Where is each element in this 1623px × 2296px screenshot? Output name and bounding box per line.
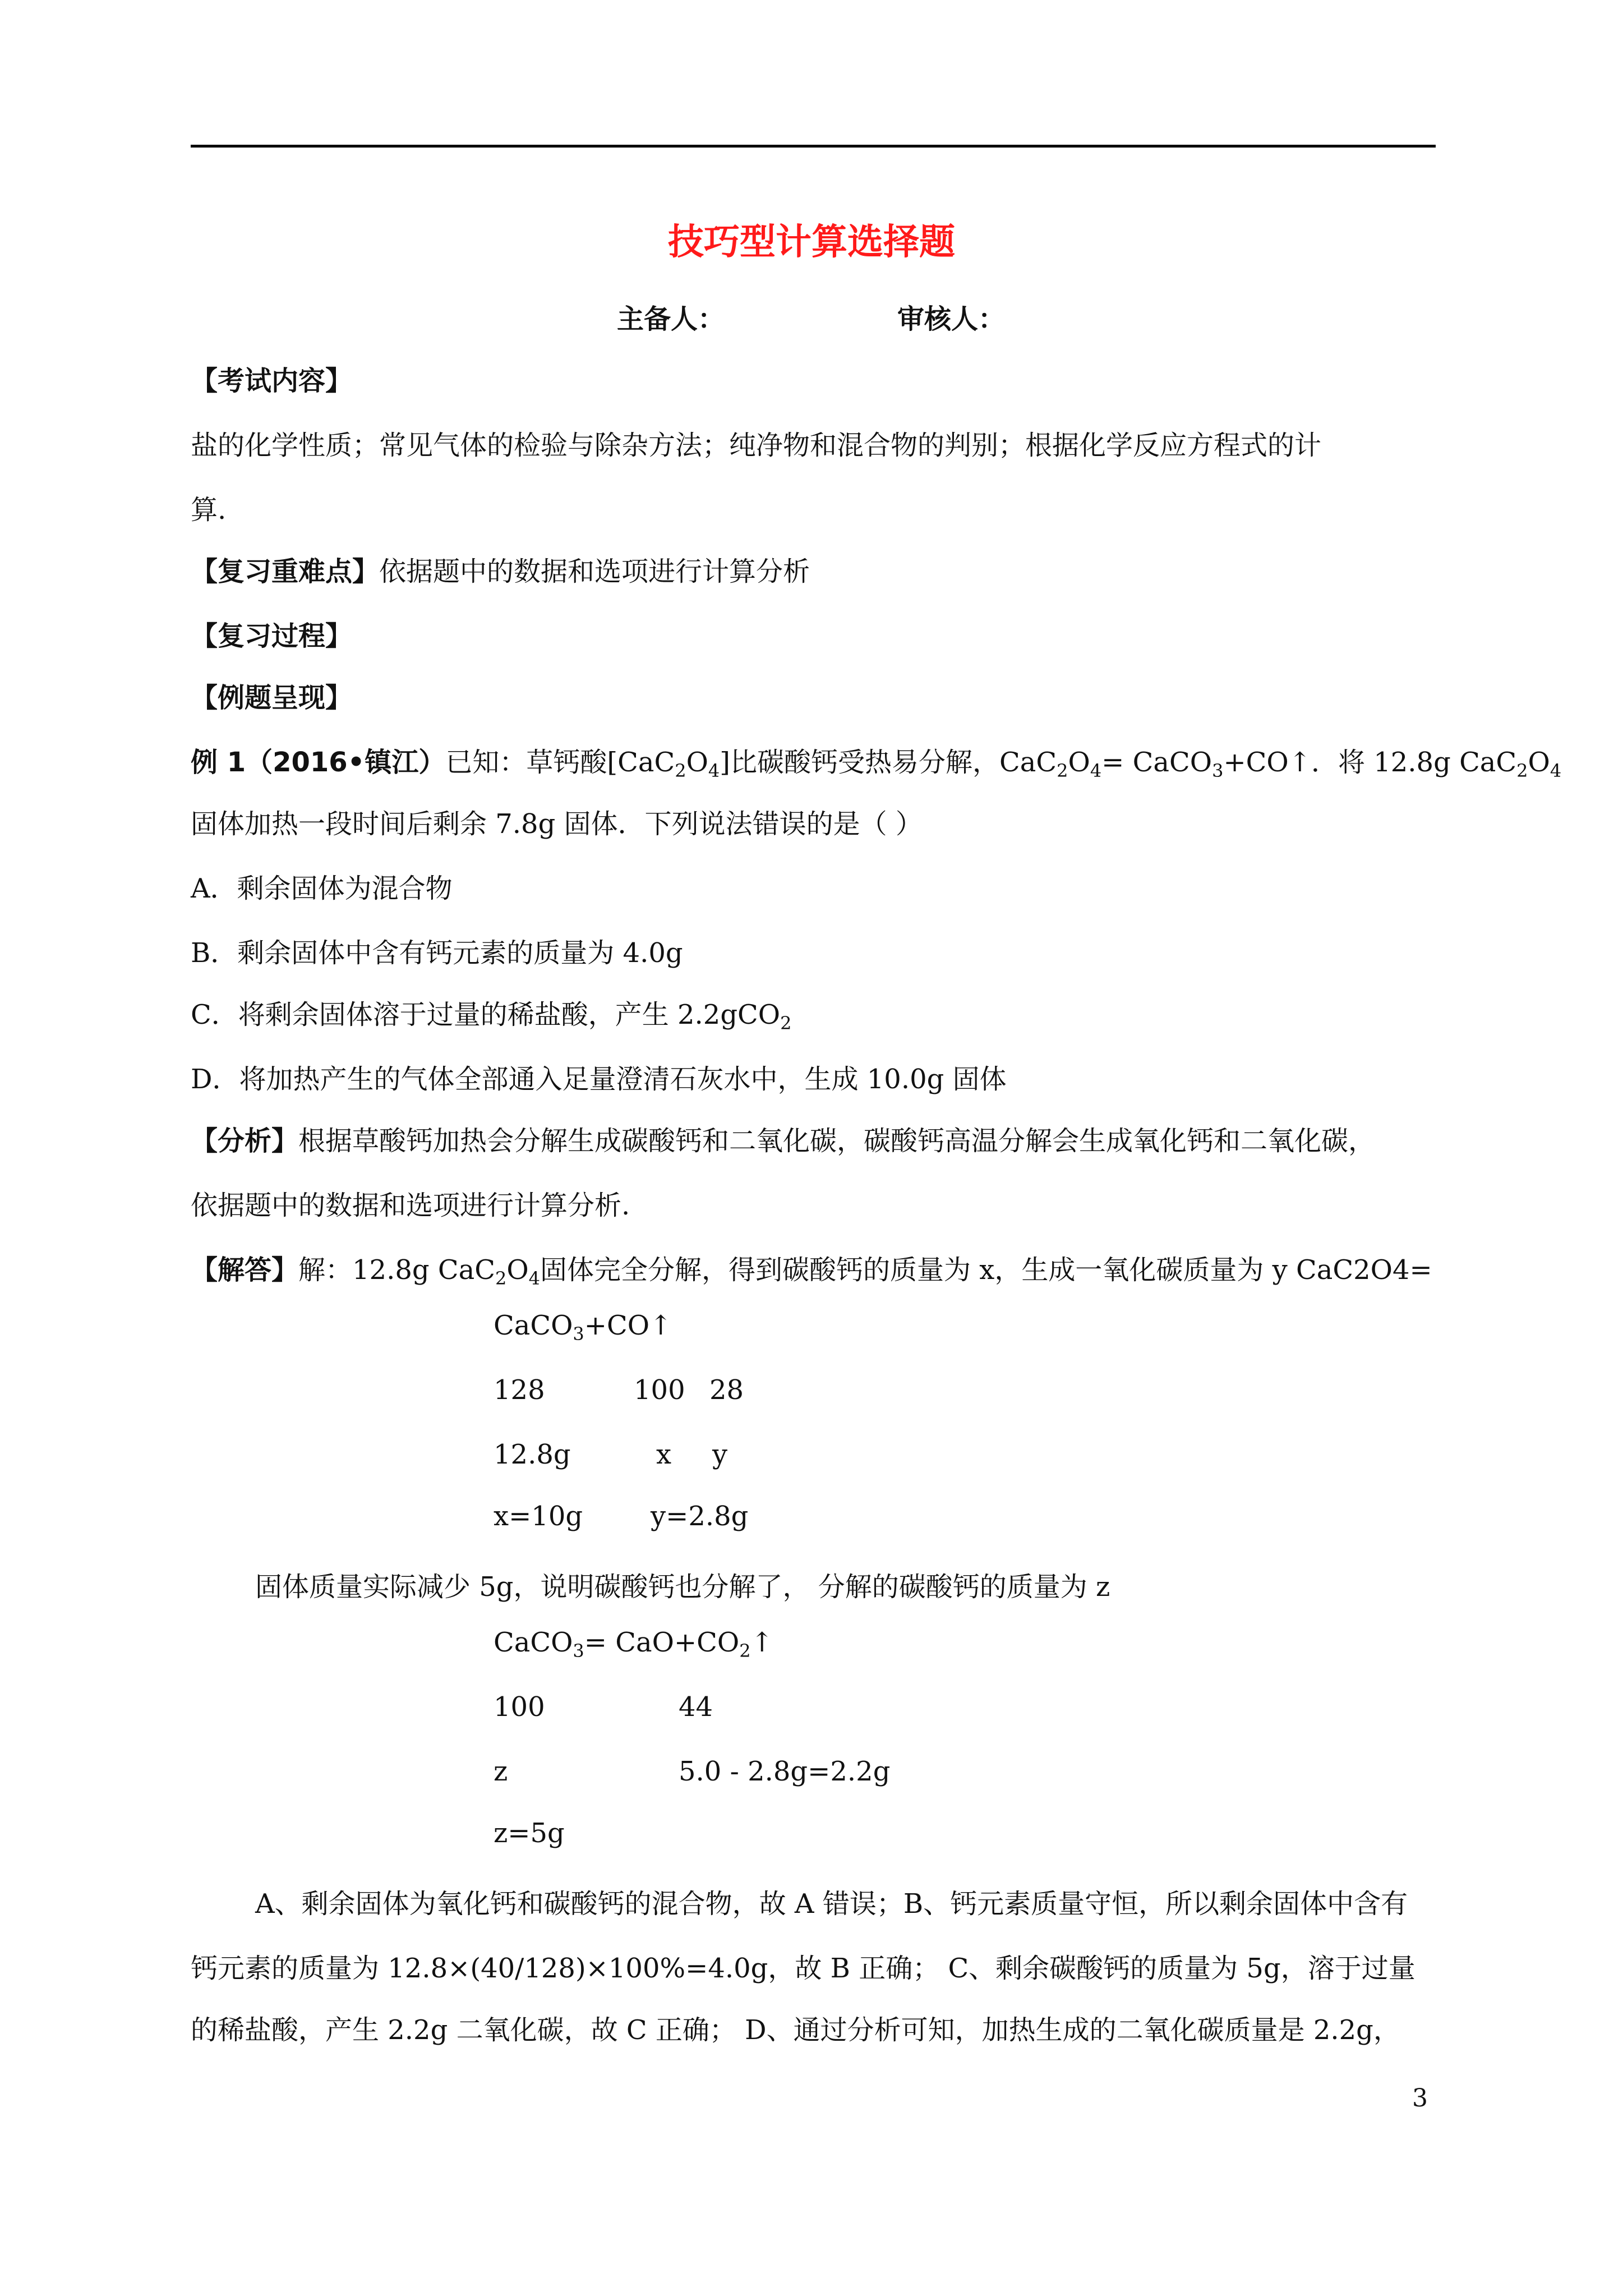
equation-2: CaCO$_3$= $CaO+CO_2↑$ xyxy=(494,1627,773,1662)
calc-cell: x=10g xyxy=(494,1501,583,1532)
calc-cell: 12.8g xyxy=(494,1439,571,1470)
difficulty-line xyxy=(191,550,810,588)
equation-1: CaCO$_3$+CO↑ xyxy=(494,1310,672,1345)
option-b: B．剩余固体中含有钙元素的质量为 4.0g xyxy=(191,937,683,969)
difficulty-text: 依据题中的数据和选项进行计算分析 xyxy=(379,556,810,587)
calc-cell: 5.0 - 2.8g=2.2g xyxy=(679,1756,891,1787)
option-a: A．剩余固体为混合物 xyxy=(191,873,453,904)
example-question-line-1: 例 1（2016•镇江）已知：草钙酸$[CaC_2O_4]$比碳酸钙受热易分解，$CaC_2O_4=$ CaCO$_3$+CO↑．将 12.8g $CaC_2O_4$ xyxy=(191,747,1562,781)
option-d: D．将加热产生的气体全部通入足量澄清石灰水中，生成 10.0g 固体 xyxy=(191,1064,1007,1095)
preparer-label: 主备人： xyxy=(617,303,725,335)
process-heading: 【复习过程】 xyxy=(191,620,353,652)
header-rule xyxy=(191,145,1436,148)
option-c: C．将剩余固体溶于过量的稀盐酸，产生 2.2gCO$_2$ xyxy=(191,999,792,1034)
solution-heading: 【解答】 xyxy=(191,1254,299,1286)
conclusion-line-2: 钙元素的质量为 12.8×(40/128)×100%=4.0g，故 B 正确； C、剩余碳酸钙的质量为 5g，溶于过量 xyxy=(191,1953,1415,1984)
example-label: 例 1（2016•镇江） xyxy=(191,747,446,778)
page-number: 3 xyxy=(1412,2084,1428,2113)
calc-cell: 28 xyxy=(709,1374,744,1406)
calc-cell: z xyxy=(494,1756,508,1787)
solution-mid-text: 固体质量实际减少 5g，说明碳酸钙也分解了， 分解的碳酸钙的质量为 z xyxy=(255,1571,1110,1603)
page-title: 技巧型计算选择题 xyxy=(668,222,955,263)
calc-cell: 100 xyxy=(634,1374,685,1406)
analysis-line-1: 【分析】根据草酸钙加热会分解生成碳酸钙和二氧化碳，碳酸钙高温分解会生成氧化钙和二氧化碳， xyxy=(191,1125,1376,1157)
calc-cell: 100 xyxy=(494,1691,545,1723)
solution-line-1: 【解答】解：12.8g $CaC_2O_4$固体完全分解，得到碳酸钙的质量为 x，生成一氧化碳质量为 y CaC2O4= xyxy=(191,1254,1432,1289)
calc-cell: 44 xyxy=(679,1691,713,1723)
exam-content-heading: 【考试内容】 xyxy=(191,365,353,397)
example-question-line-2: 固体加热一段时间后剩余 7.8g 固体．下列说法错误的是（ ） xyxy=(191,808,923,840)
reviewer-label: 审核人： xyxy=(897,303,1006,335)
calc-cell: z=5g xyxy=(494,1818,565,1849)
calc-cell: 128 xyxy=(494,1374,545,1406)
difficulty-heading: 【复习重难点】 xyxy=(191,556,380,587)
calc-cell: y=2.8g xyxy=(651,1501,749,1532)
conclusion-line-3: 的稀盐酸，产生 2.2g 二氧化碳，故 C 正确； D、通过分析可知，加热生成的二氧化碳质量是 2.2g， xyxy=(191,2014,1400,2046)
conclusion-line-1: A、剩余固体为氧化钙和碳酸钙的混合物，故 A 错误；B、钙元素质量守恒，所以剩余固体中含有 xyxy=(255,1888,1408,1920)
analysis-heading: 【分析】 xyxy=(191,1125,299,1157)
analysis-line-2: 依据题中的数据和选项进行计算分析. xyxy=(191,1190,630,1221)
calc-cell: y xyxy=(712,1439,728,1470)
calc-cell: x xyxy=(656,1439,672,1470)
exam-content-line-2: 算. xyxy=(191,494,227,526)
exam-content-line-1: 盐的化学性质；常见气体的检验与除杂方法；纯净物和混合物的判别；根据化学反应方程式的计 xyxy=(191,430,1322,461)
example-heading: 【例题呈现】 xyxy=(191,682,353,714)
